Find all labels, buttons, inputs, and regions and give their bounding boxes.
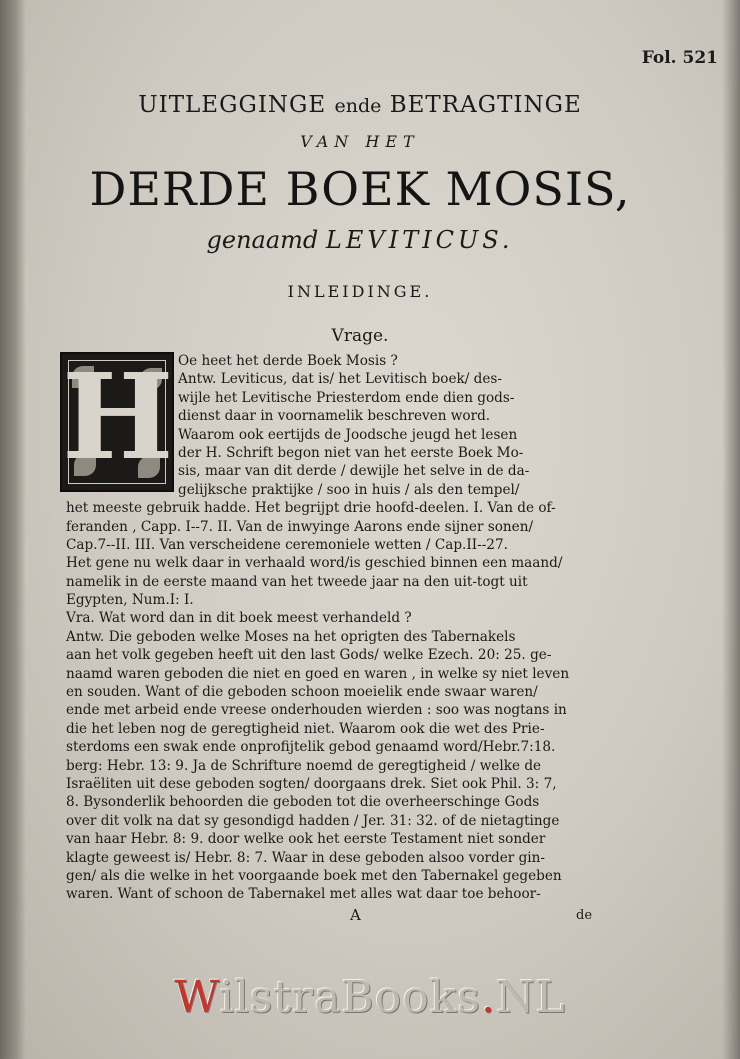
title-leviticus: LEVITICUS. xyxy=(325,226,514,254)
text-line: Antw. Die geboden welke Moses na het oprigten des Tabernakels xyxy=(66,628,516,645)
text-line: wijle het Levitische Priesterdom ende dien gods- xyxy=(178,389,515,406)
title-line-2: VAN HET xyxy=(300,132,420,151)
signature-mark: A xyxy=(350,906,361,924)
text-line: over dit volk na dat sy gesondigd hadden / Jer. 31: 32. of de nietagtinge xyxy=(66,812,560,829)
folio-number: Fol. 521 xyxy=(641,48,718,68)
title-uitlegginge: UITLEGGINGE xyxy=(138,92,327,118)
title-betragtinge: BETRAGTINGE xyxy=(389,92,582,118)
text-line: der H. Schrift begon niet van het eerste Boek Mo- xyxy=(178,444,524,461)
text-line: Oe heet het derde Boek Mosis ? xyxy=(178,353,398,369)
text-line: Het gene nu welk daar in verhaald word/is geschied binnen een maand/ xyxy=(66,555,563,572)
title-main: DERDE BOEK MOSIS, xyxy=(89,162,631,216)
text-line: Waarom ook eertijds de Joodsche jeugd het lesen xyxy=(178,426,518,443)
text-line: Antw. Leviticus, dat is/ het Levitisch boek/ des- xyxy=(178,371,502,388)
text-line: Israëliten uit dese geboden sogten/ doorgaans drek. Siet ook Phil. 3: 7, xyxy=(66,775,557,792)
title-genaamd: genaamd xyxy=(206,226,319,254)
page-edge-right xyxy=(722,0,740,1059)
body-text xyxy=(66,352,618,904)
catchword: de xyxy=(576,908,593,923)
watermark xyxy=(0,972,740,1023)
text-line: ende met arbeid ende vreese onderhouden wierden : soo was nogtans in xyxy=(66,702,567,719)
text-line: die het leben nog de geregtigheid niet. Waarom ook die wet des Prie- xyxy=(66,720,545,737)
watermark-dot: . xyxy=(480,972,496,1023)
text-line: van haar Hebr. 8: 9. door welke ook het eerste Testament niet sonder xyxy=(66,831,546,848)
text-line: 8. Bysonderlik behoorden die geboden tot die overheerschinge Gods xyxy=(66,794,540,811)
text-line: sis, maar van dit derde / dewijle het selve in de da- xyxy=(178,463,530,480)
title-line-4 xyxy=(80,226,640,254)
text-line: Egypten, Num.I: I. xyxy=(66,592,194,609)
text-line: feranden , Capp. I--7. II. Van de inwyinge Aarons ende sijner sonen/ xyxy=(66,518,534,535)
text-line: dienst daar in voornamelik beschreven word. xyxy=(178,408,491,425)
text-line: namelik in de eerste maand van het tweede jaar na den uit-togt uit xyxy=(66,573,528,590)
text-line: klagte geweest is/ Hebr. 8: 7. Waar in dese geboden alsoo vorder gin- xyxy=(66,849,545,866)
initial-letter: H xyxy=(62,347,174,486)
text-line: naamd waren geboden die niet en goed en waren , in welke sy niet leven xyxy=(66,665,570,682)
text-line: gelijksche praktijke / soo in huis / als den tempel/ xyxy=(178,481,520,498)
watermark-nl: NL xyxy=(495,972,566,1023)
title-line-1 xyxy=(80,92,640,118)
text-line: waren. Want of schoon de Tabernakel met alles wat daar toe behoor- xyxy=(66,886,541,903)
text-line: gen/ als die welke in het voorgaande boek met den Tabernakel gegeben xyxy=(66,867,562,884)
page-edge-left xyxy=(0,0,26,1059)
text-line: het meeste gebruik hadde. Het begrijpt drie hoofd-deelen. I. Van de of- xyxy=(66,500,556,517)
watermark-w: W xyxy=(174,972,220,1023)
text-line: aan het volk gegeben heeft uit den last Gods/ welke Ezech. 20: 25. ge- xyxy=(66,647,552,664)
text-line: sterdoms een swak ende onprofijtelik gebod genaamd word/Hebr.7:18. xyxy=(66,739,556,756)
vrage-heading: Vrage. xyxy=(331,326,389,346)
title-ende: ende xyxy=(334,95,382,117)
text-line: Vra. Wat word dan in dit boek meest verhandeld ? xyxy=(66,610,412,627)
watermark-ilstrabooks: ilstraBooks xyxy=(219,972,481,1023)
text-line: en souden. Want of die geboden schoon moeielik ende swaar waren/ xyxy=(66,684,538,701)
section-heading: INLEIDINGE. xyxy=(287,282,433,301)
text-line: Cap.7--II. III. Van verscheidene ceremoniele wetten / Cap.II--27. xyxy=(66,536,508,553)
text-line: berg: Hebr. 13: 9. Ja de Schrifture noemd de geregtigheid / welke de xyxy=(66,757,542,774)
